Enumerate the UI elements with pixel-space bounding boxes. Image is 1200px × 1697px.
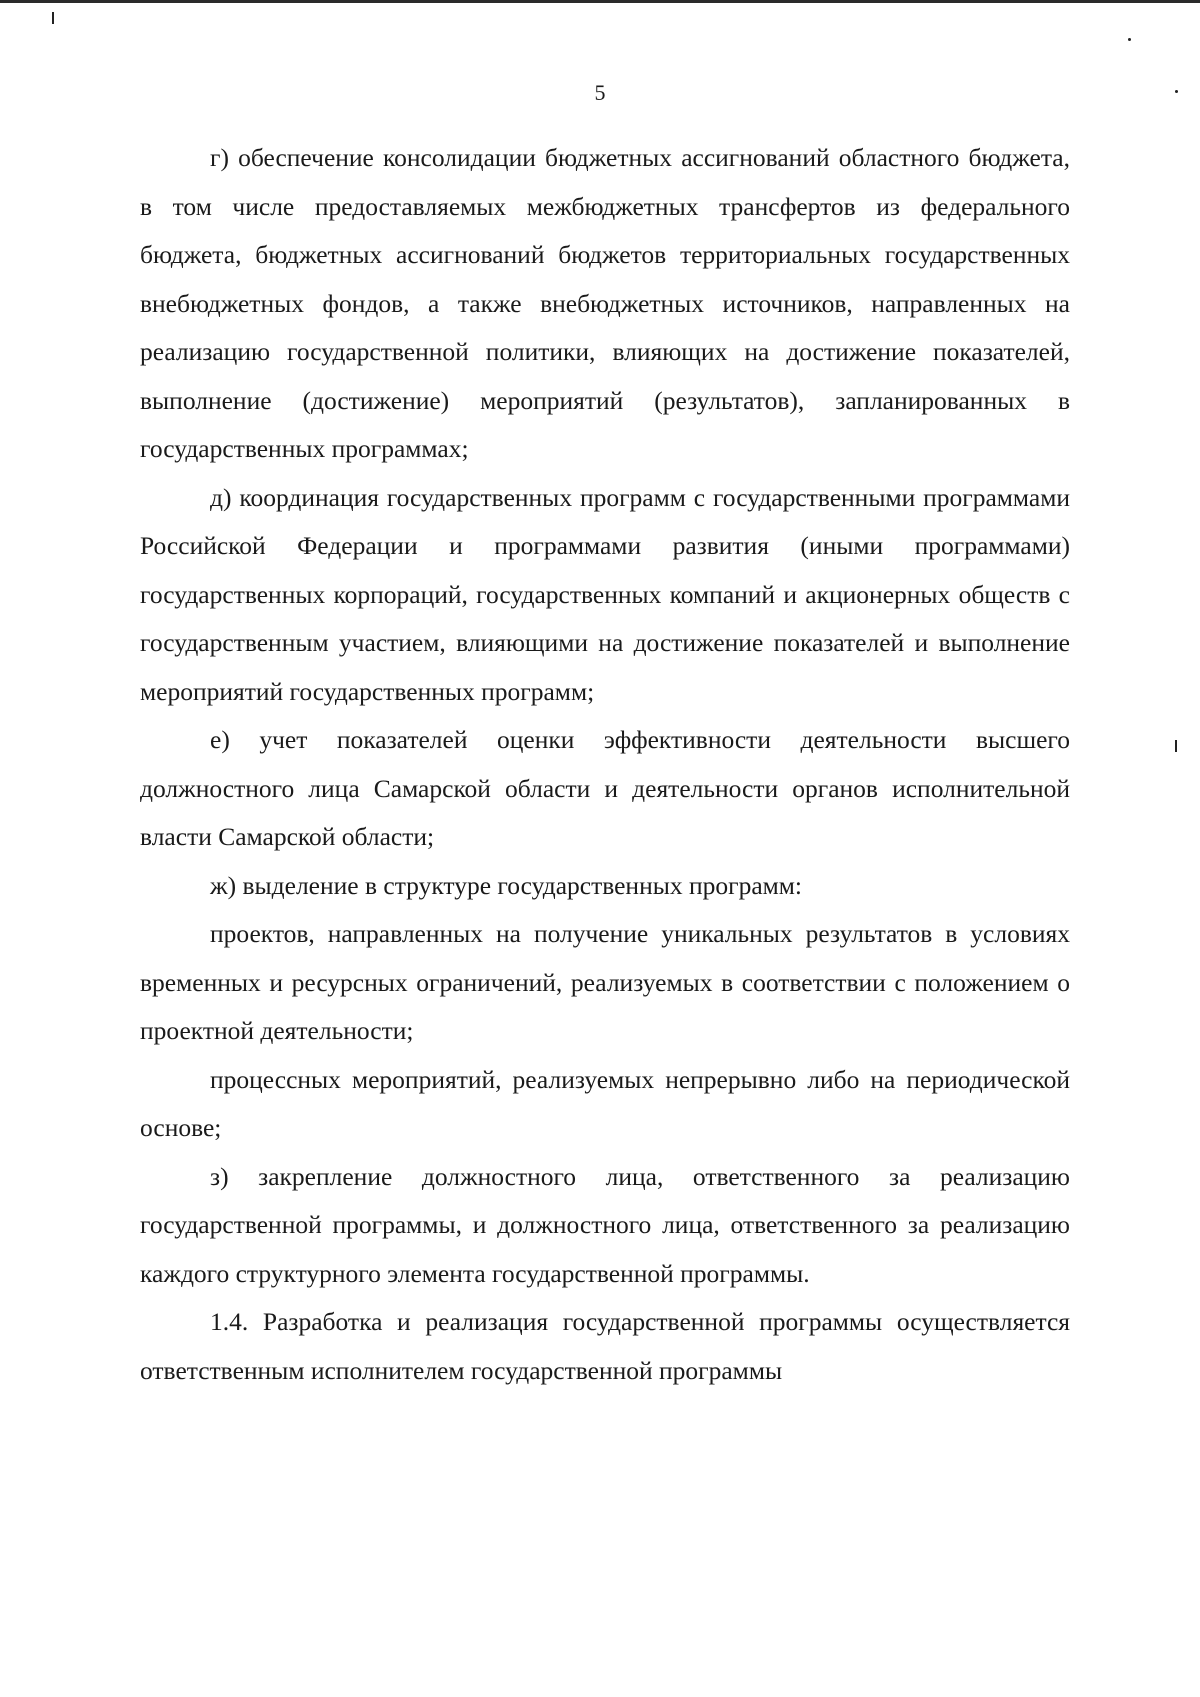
scan-mark bbox=[1128, 38, 1131, 41]
paragraph: д) координация государственных программ с государственными программами Российской Федерации и программами развития (иными программами) государственных корпораций, государственных компаний и акционерных обществ с государственным участием, влияющими на достижение показателей и выполнение мероприятий государственных программ; bbox=[140, 482, 1070, 706]
paragraph: ж) выделение в структуре государственных программ: bbox=[210, 870, 803, 900]
paragraph: з) закрепление должностного лица, ответственного за реализацию государственной программы, и должностного лица, ответственного за реализацию каждого структурного элемента государственной программы. bbox=[140, 1161, 1070, 1288]
document-body bbox=[140, 134, 1070, 1395]
scan-mark bbox=[52, 12, 54, 24]
paragraph: проектов, направленных на получение уникальных результатов в условиях временных и ресурсных ограничений, реализуемых в соответствии с положением о проектной деятельности; bbox=[140, 919, 1070, 1045]
scan-mark bbox=[1175, 740, 1177, 752]
paragraph: процессных мероприятий, реализуемых непрерывно либо на периодической основе; bbox=[140, 1064, 1070, 1142]
paragraph: е) учет показателей оценки эффективности деятельности высшего должностного лица Самарской области и деятельности органов исполнительной власти Самарской области; bbox=[140, 725, 1070, 851]
paragraph: г) обеспечение консолидации бюджетных ассигнований областного бюджета, в том числе предоставляемых межбюджетных трансфертов из федерального бюджета, бюджетных ассигнований бюджетов территориальных государственных внебюджетных фондов, а также внебюджетных источников, направленных на реализацию государственной политики, влияющих на достижение показателей, выполнение (достижение) мероприятий (результатов), запланированных в государственных программах; bbox=[140, 143, 1070, 463]
scan-top-edge bbox=[0, 0, 1200, 3]
page-number: 5 bbox=[594, 80, 606, 105]
paragraph: 1.4. Разработка и реализация государственной программы осуществляется ответственным исполнителем государственной программы bbox=[140, 1307, 1070, 1385]
